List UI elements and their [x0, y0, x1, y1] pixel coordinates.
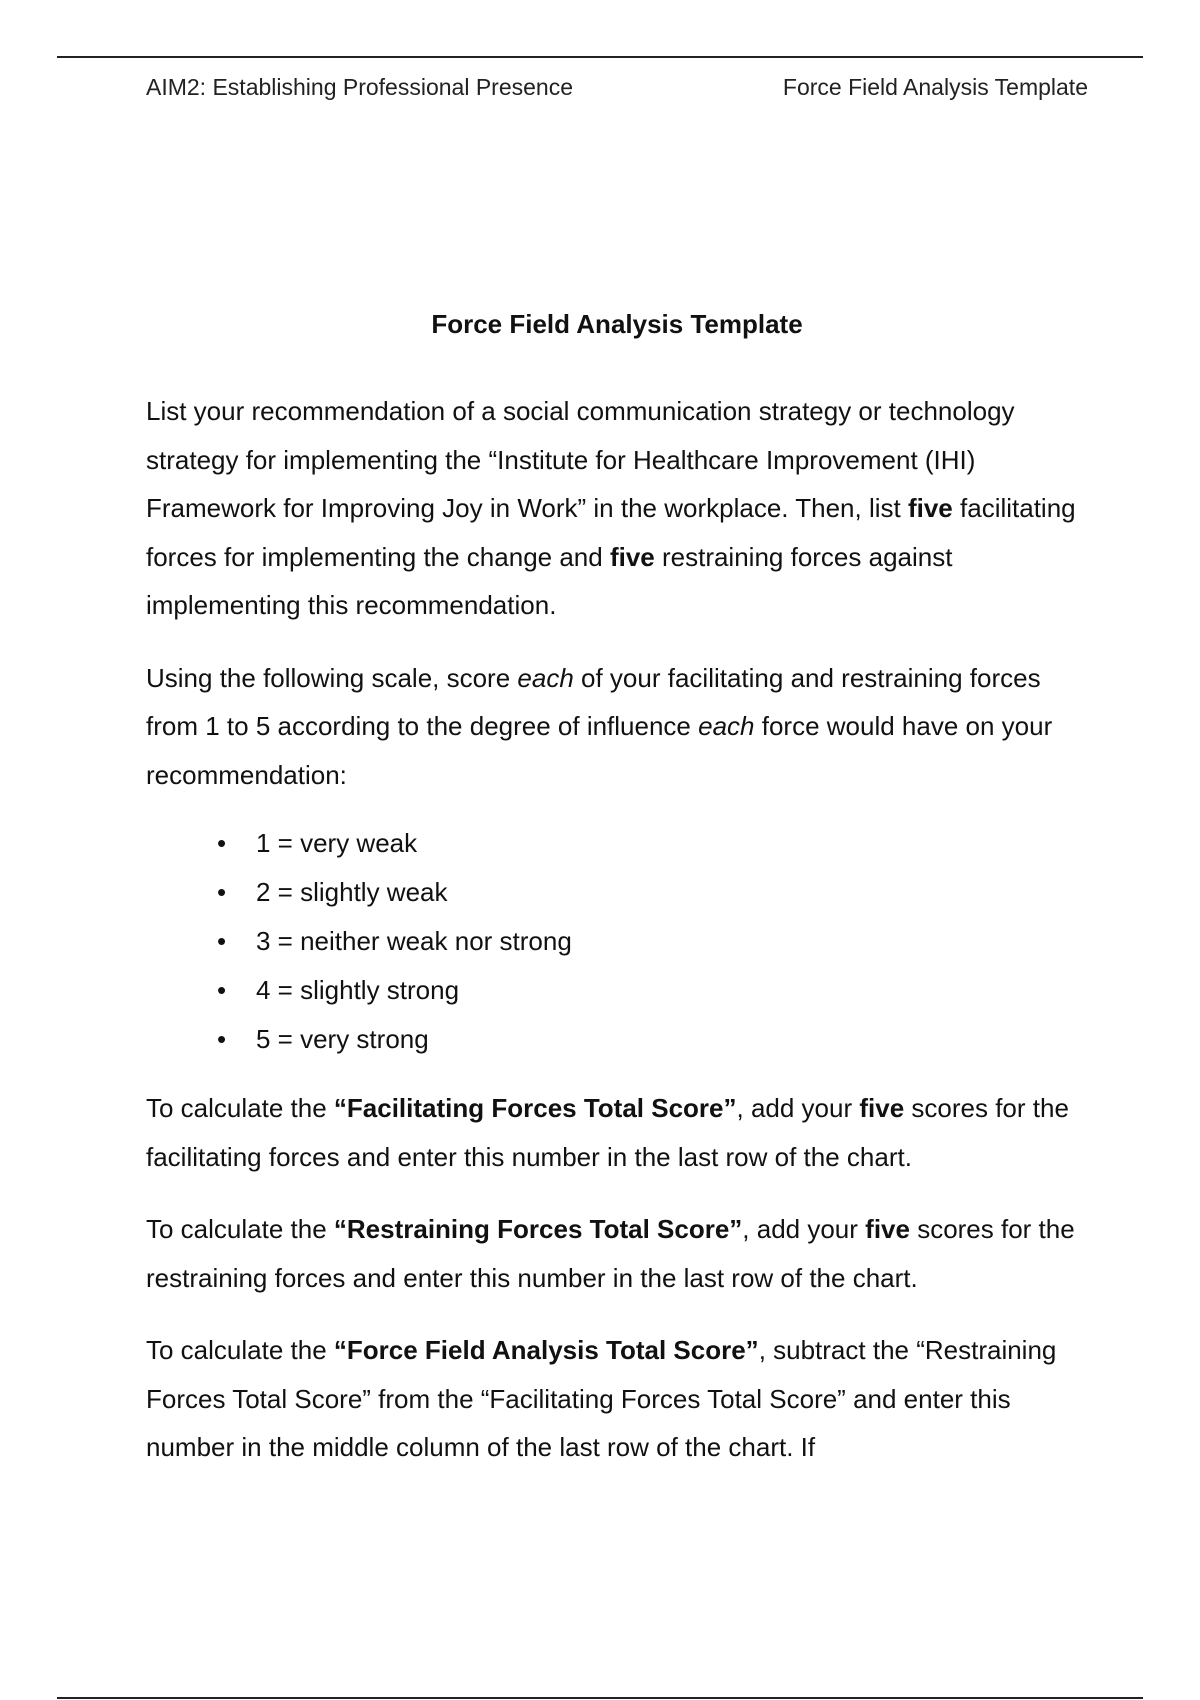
- restraining-text-2: , add your: [742, 1214, 866, 1244]
- bullet-icon: •: [217, 828, 227, 858]
- intro-emphasis-five-2: five: [609, 541, 655, 572]
- intro-text-1: List your recommendation of a social communication strategy or technology strategy for implementing the “Institute for Healthcare Improvement (IHI) Framework for Improving Joy in Work” in the workplace. Then, list: [146, 396, 1015, 523]
- facilitating-text-1: To calculate the: [146, 1093, 334, 1123]
- facilitating-emphasis-five: five: [859, 1093, 905, 1123]
- scale-item-text: 5 = very strong: [256, 1024, 429, 1054]
- scale-intro-text-3: force would have on your recommendation:: [146, 711, 1053, 790]
- scale-list-item: [217, 966, 1094, 1015]
- restraining-text-1: To calculate the: [146, 1214, 334, 1244]
- restraining-emphasis-five: five: [865, 1214, 910, 1244]
- restraining-score-label: “Restraining Forces Total Score”: [333, 1214, 743, 1244]
- intro-paragraph: [146, 387, 1094, 630]
- scale-list-item: [217, 917, 1094, 966]
- total-text-2: , subtract the “Restraining Forces Total Score” from the “Facilitating Forces Total Score” and enter this number in the middle column of the last row of the chart. If: [146, 1335, 1057, 1462]
- total-text-1: To calculate the: [146, 1335, 334, 1365]
- bullet-icon: •: [217, 1024, 227, 1054]
- scale-intro-italic-each-1: each: [517, 662, 574, 693]
- facilitating-text-3: scores for the facilitating forces and enter this number in the last row of the chart.: [146, 1093, 1069, 1172]
- facilitating-paragraph: [146, 1084, 1094, 1181]
- bullet-icon: •: [217, 975, 227, 1005]
- facilitating-score-label: “Facilitating Forces Total Score”: [333, 1093, 737, 1123]
- scale-intro-paragraph: [146, 654, 1094, 800]
- scale-list-item: [217, 819, 1094, 868]
- scale-item-text: 2 = slightly weak: [256, 877, 448, 907]
- header-rule: [57, 56, 1143, 58]
- scale-intro-italic-each-2: each: [698, 711, 755, 741]
- header-document-title: Force Field Analysis Template: [782, 74, 1088, 100]
- intro-emphasis-five-1: five: [907, 493, 953, 523]
- intro-text-3: restraining forces against implementing this recommendation.: [146, 541, 953, 620]
- bullet-icon: •: [217, 877, 227, 907]
- scale-intro-text-1: Using the following scale, score: [146, 662, 518, 693]
- total-score-paragraph: [146, 1326, 1094, 1472]
- total-score-label: “Force Field Analysis Total Score”: [333, 1335, 759, 1365]
- page-header: [146, 73, 1088, 101]
- header-course-title: AIM2: Establishing Professional Presence: [146, 74, 573, 100]
- scale-list-item: [217, 868, 1094, 917]
- footer-rule: [57, 1697, 1143, 1699]
- scale-intro-text-2: of your facilitating and restraining forces from 1 to 5 according to the degree of influence: [146, 662, 1041, 741]
- restraining-paragraph: [146, 1205, 1094, 1302]
- bullet-icon: •: [217, 926, 227, 956]
- scale-list-item: [217, 1015, 1094, 1064]
- scale-item-text: 3 = neither weak nor strong: [256, 926, 572, 956]
- scale-item-text: 4 = slightly strong: [256, 975, 460, 1005]
- restraining-text-3: scores for the restraining forces and enter this number in the last row of the chart.: [146, 1214, 1075, 1293]
- scale-list: [146, 819, 1094, 1064]
- scale-item-text: 1 = very weak: [256, 828, 418, 858]
- intro-text-2: facilitating forces for implementing the change and: [146, 493, 1076, 572]
- page-title: Force Field Analysis Template: [431, 309, 803, 339]
- facilitating-text-2: , add your: [736, 1093, 860, 1123]
- document-body: [146, 387, 1094, 1496]
